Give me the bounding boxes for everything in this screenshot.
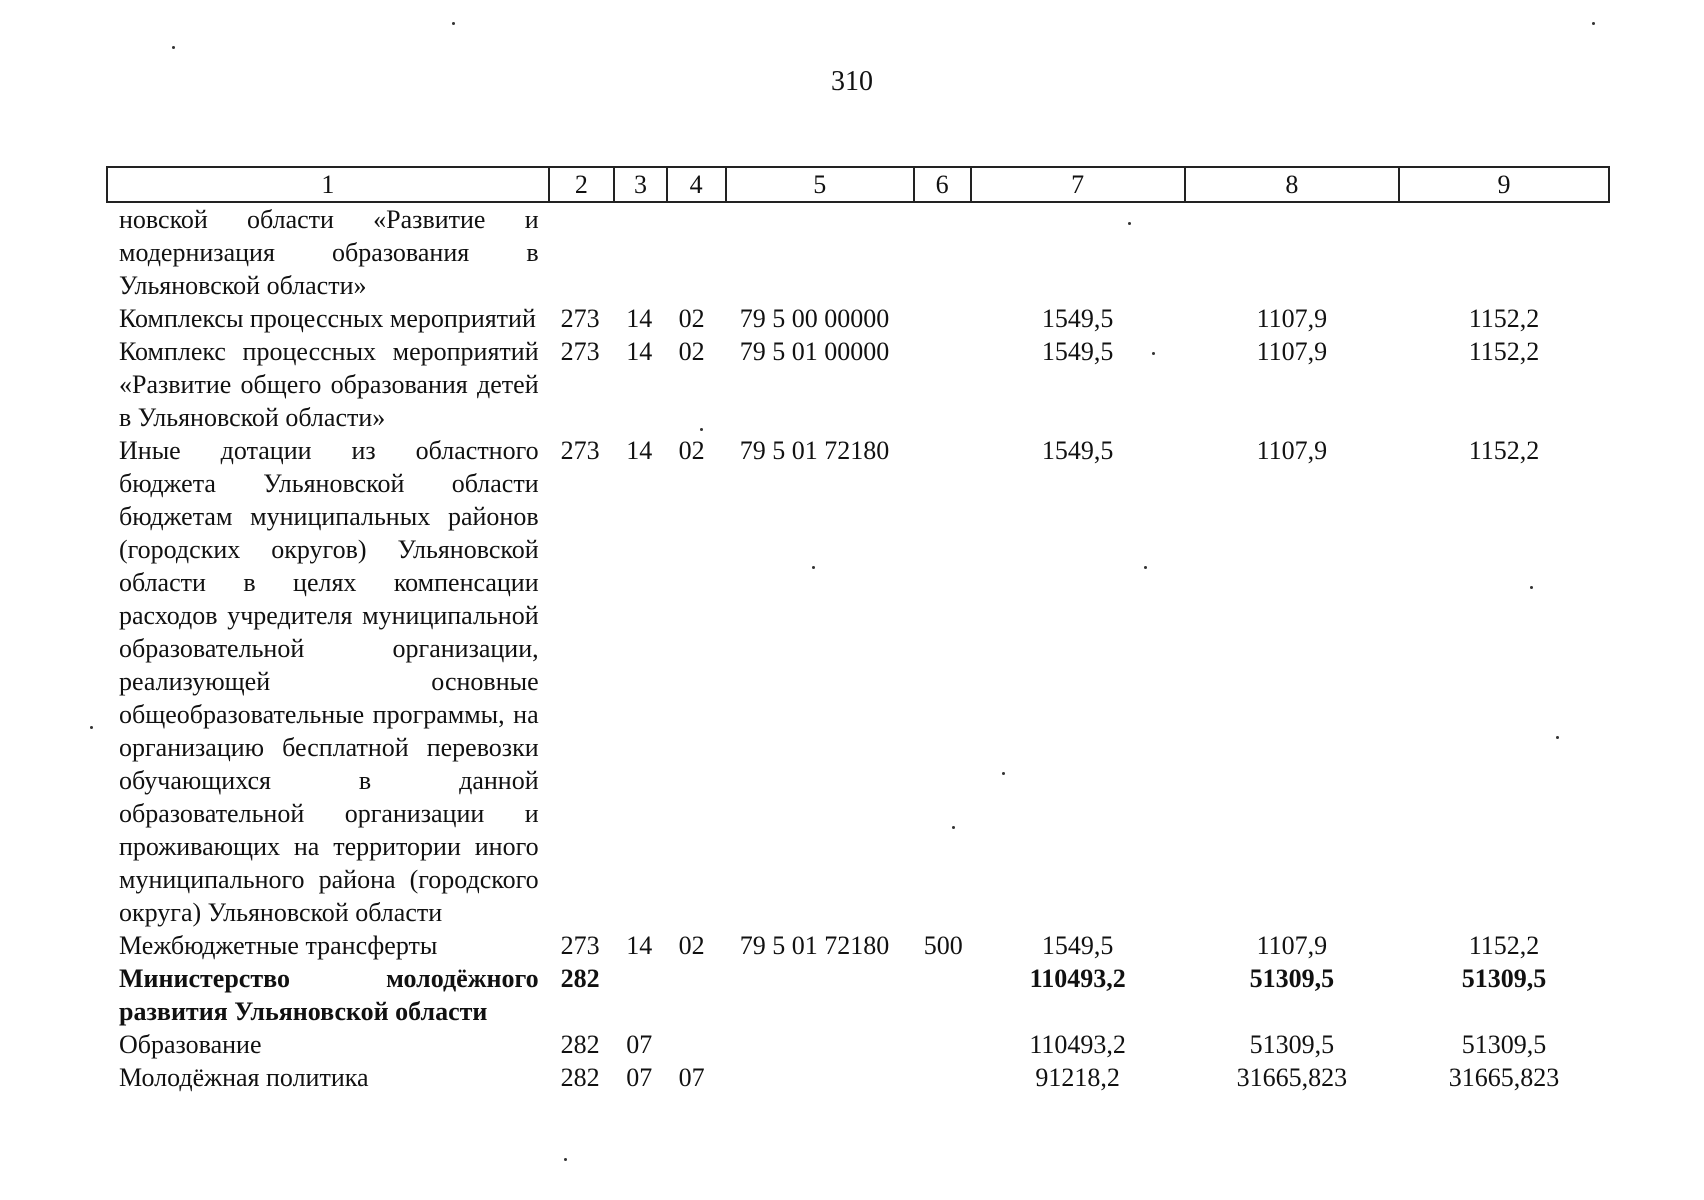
cell-col-2: 273	[560, 931, 600, 960]
header-col-1: 1	[107, 167, 549, 202]
header-col-4: 4	[667, 167, 726, 202]
cell-col-6	[914, 1028, 971, 1061]
cell-col-4: 02	[678, 436, 705, 465]
scan-speck	[172, 46, 175, 49]
scan-speck	[90, 726, 93, 729]
cell-col-8: 51309,5	[1249, 964, 1335, 993]
header-col-8: 8	[1185, 167, 1399, 202]
header-col-3: 3	[614, 167, 666, 202]
row-name-cell: Иные дотации из областного бюджета Ульяновской области бюджетам муниципальных районов (городских округов) Ульяновской области в целях компенсации расходов учредителя муниципальной образовательной организации, реализующей основные общеобразовательные программы, на организацию бесплатной перевозки обучающихся в данной образовательной организации и проживающих на территории иного муниципального района (городского округа) Ульяновской области	[119, 436, 539, 927]
cell-col-9	[1399, 202, 1609, 302]
cell-col-3: 07	[626, 1063, 653, 1092]
row-name-cell: Министерство молодёжного развития Ульяновской области	[119, 964, 539, 1026]
cell-col-9: 1152,2	[1468, 304, 1540, 333]
cell-col-4: 02	[678, 337, 705, 366]
cell-col-9: 51309,5	[1461, 1030, 1547, 1059]
cell-col-9: 1152,2	[1468, 436, 1540, 465]
cell-col-8: 1107,9	[1256, 436, 1328, 465]
cell-col-2: 273	[560, 436, 600, 465]
cell-col-5: 79 5 01 00000	[739, 337, 890, 366]
cell-col-2: 273	[560, 304, 600, 333]
cell-col-5	[726, 962, 914, 1028]
cell-col-2: 282	[560, 1030, 600, 1059]
cell-col-4	[667, 202, 726, 302]
cell-col-9: 51309,5	[1461, 964, 1547, 993]
cell-col-7: 110493,2	[1029, 1030, 1126, 1059]
table-row	[107, 1028, 1609, 1061]
cell-col-8: 1107,9	[1256, 337, 1328, 366]
cell-col-2: 282	[560, 1063, 600, 1092]
cell-col-3: 14	[626, 436, 653, 465]
cell-col-3: 14	[626, 931, 653, 960]
cell-col-9: 31665,823	[1448, 1063, 1560, 1092]
cell-col-6	[914, 202, 971, 302]
scan-speck	[1556, 736, 1559, 739]
header-col-7: 7	[971, 167, 1185, 202]
cell-col-6	[914, 302, 971, 335]
scan-speck	[700, 428, 703, 431]
cell-col-5	[726, 202, 914, 302]
row-name-cell: Комплексы процессных мероприятий	[119, 304, 536, 333]
cell-col-9: 1152,2	[1468, 931, 1540, 960]
table-row	[107, 929, 1609, 962]
cell-col-7: 91218,2	[1035, 1063, 1120, 1092]
cell-col-7: 1549,5	[1041, 931, 1114, 960]
cell-col-7: 1549,5	[1041, 436, 1114, 465]
budget-table	[106, 166, 1610, 1094]
cell-col-4: 02	[678, 304, 705, 333]
table-row	[107, 202, 1609, 302]
page-number: 310	[831, 66, 873, 97]
row-name-cell: Межбюджетные трансферты	[119, 931, 438, 960]
cell-col-5	[726, 1028, 914, 1061]
scan-speck	[1530, 586, 1533, 589]
header-col-9: 9	[1399, 167, 1609, 202]
header-col-6: 6	[914, 167, 971, 202]
cell-col-5: 79 5 01 72180	[739, 436, 890, 465]
cell-col-7: 1549,5	[1041, 337, 1114, 366]
cell-col-6	[914, 434, 971, 929]
cell-col-7: 110493,2	[1029, 964, 1126, 993]
scan-speck	[952, 826, 955, 829]
cell-col-8: 1107,9	[1256, 931, 1328, 960]
scan-speck	[1128, 222, 1131, 225]
cell-col-4	[667, 962, 726, 1028]
scan-speck	[812, 566, 815, 569]
cell-col-5: 79 5 01 72180	[739, 931, 890, 960]
scan-speck	[1152, 352, 1155, 355]
table-row	[107, 962, 1609, 1028]
table-row	[107, 302, 1609, 335]
scan-speck	[452, 22, 455, 25]
table-row	[107, 1061, 1609, 1094]
scan-speck	[1002, 772, 1005, 775]
cell-col-5	[726, 1061, 914, 1094]
cell-col-3	[614, 202, 666, 302]
cell-col-2: 273	[560, 337, 600, 366]
cell-col-8: 31665,823	[1236, 1063, 1348, 1092]
cell-col-8: 51309,5	[1249, 1030, 1335, 1059]
header-col-5: 5	[726, 167, 914, 202]
cell-col-3: 14	[626, 337, 653, 366]
scan-speck	[1144, 566, 1147, 569]
cell-col-4	[667, 1028, 726, 1061]
header-col-2: 2	[549, 167, 615, 202]
cell-col-7: 1549,5	[1041, 304, 1114, 333]
cell-col-3	[614, 962, 666, 1028]
table-header	[107, 167, 1609, 202]
scan-speck	[564, 1158, 567, 1161]
row-name-cell: новской области «Развитие и модернизация образования в Ульяновской области»	[119, 205, 539, 300]
cell-col-3: 14	[626, 304, 653, 333]
cell-col-2: 282	[560, 964, 600, 993]
cell-col-9: 1152,2	[1468, 337, 1540, 366]
cell-col-7	[971, 202, 1185, 302]
table-row	[107, 335, 1609, 434]
cell-col-6	[914, 962, 971, 1028]
row-name-cell: Образование	[119, 1030, 262, 1059]
cell-col-4: 07	[678, 1063, 705, 1092]
cell-col-8	[1185, 202, 1399, 302]
cell-col-6	[914, 335, 971, 434]
cell-col-2	[549, 202, 615, 302]
scan-speck	[1592, 22, 1595, 25]
table-body	[107, 202, 1609, 1094]
row-name-cell: Молодёжная политика	[119, 1063, 369, 1092]
cell-col-6	[914, 1061, 971, 1094]
cell-col-6: 500	[923, 931, 963, 960]
cell-col-5: 79 5 00 00000	[739, 304, 890, 333]
row-name-cell: Комплекс процессных мероприятий «Развитие общего образования детей в Ульяновской области»	[119, 337, 539, 432]
cell-col-8: 1107,9	[1256, 304, 1328, 333]
cell-col-4: 02	[678, 931, 705, 960]
cell-col-3: 07	[626, 1030, 653, 1059]
table-row	[107, 434, 1609, 929]
